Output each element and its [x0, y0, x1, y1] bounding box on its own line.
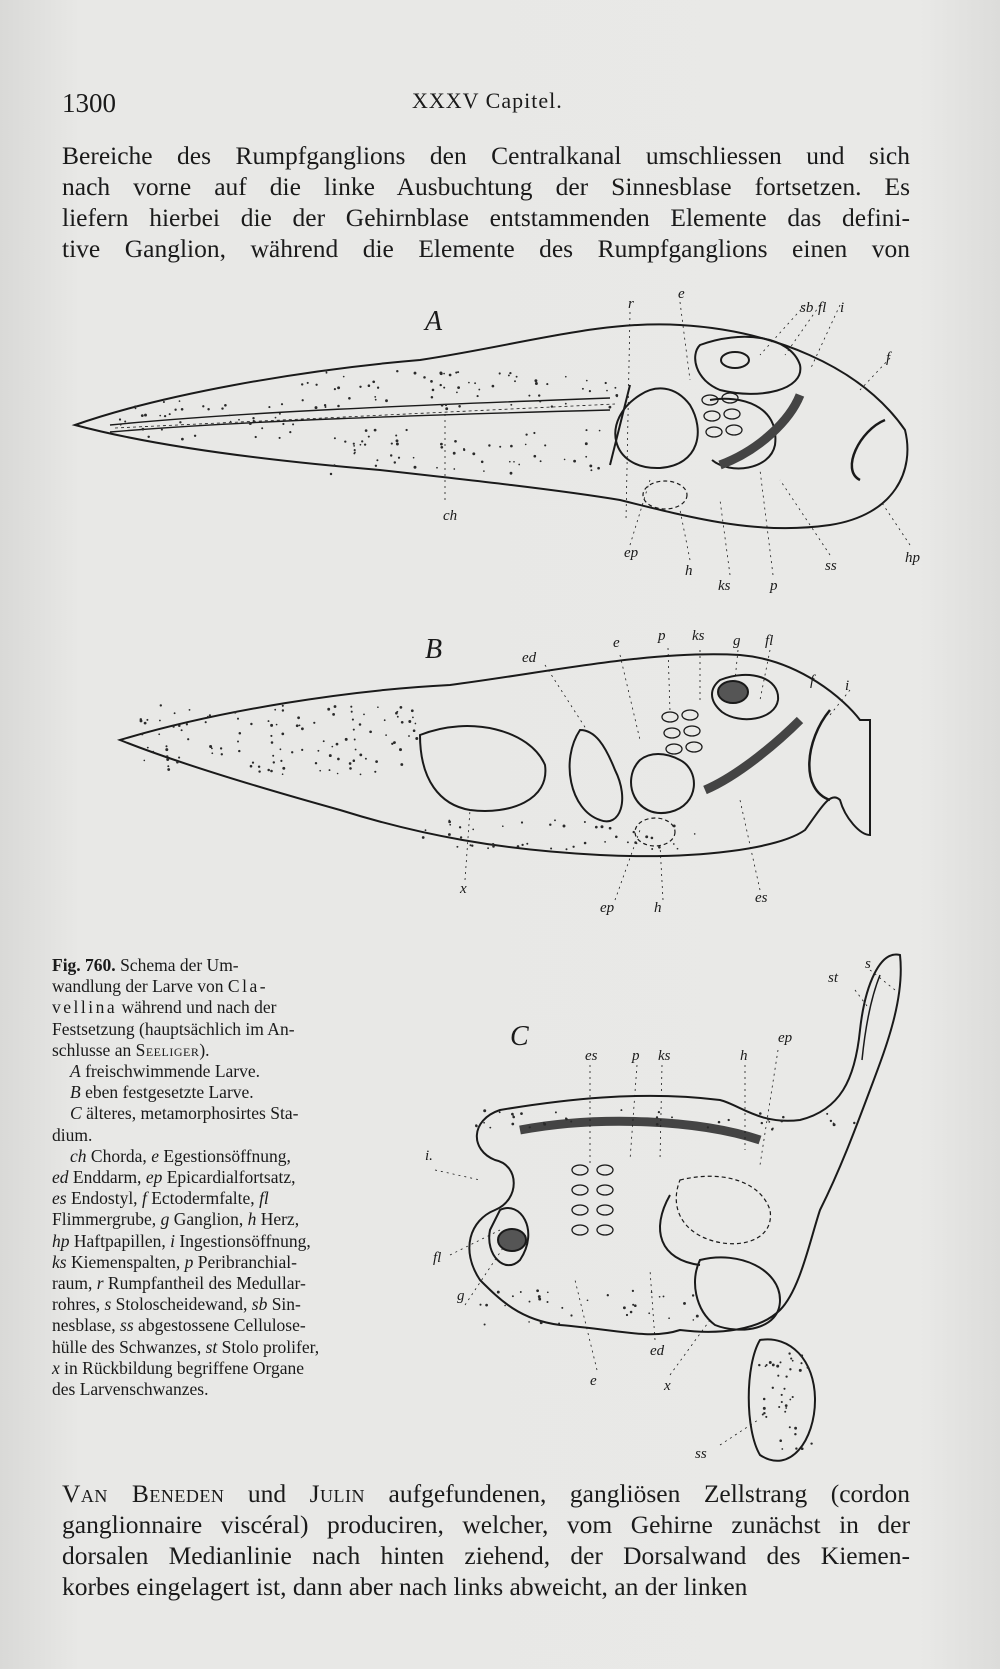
caption-line: x in Rückbildung begriffene Organe [52, 1357, 305, 1378]
text-line: ganglionnaire viscéral) produciren, welcher, vom Gehirne zunächst in der [62, 1510, 910, 1539]
caption-line: B eben festgesetzte Larve. [70, 1082, 254, 1103]
chapter-title: XXXV Capitel. [412, 88, 563, 113]
figure-label: fl [765, 633, 774, 649]
figure-label: st [828, 970, 839, 986]
figure-label: i. [425, 1148, 433, 1164]
panel-c-letter: C [510, 1021, 529, 1052]
caption-line: C älteres, metamorphosirtes Sta- [70, 1103, 299, 1124]
text-line: tive Ganglion, während die Elemente des Rumpfganglions einen von [62, 234, 910, 263]
figure-label: ep [778, 1030, 793, 1046]
text-line: Van Beneden und Julin aufgefundenen, gangliösen Zellstrang (cordon [62, 1479, 911, 1508]
figure-label: i [840, 300, 845, 316]
figure-label: h [740, 1048, 748, 1064]
figure-label: ch [443, 508, 458, 524]
figure-label: fl [433, 1250, 442, 1266]
figure-label: fl [818, 300, 827, 316]
figure-label: ed [650, 1343, 665, 1359]
figure-caption [52, 955, 397, 1400]
text-line: nach vorne auf die linke Ausbuchtung der Sinnesblase fortsetzen. Es [62, 172, 910, 201]
figure-label: es [755, 890, 768, 906]
panel-a-labels [443, 286, 921, 594]
figure-label: ss [825, 558, 837, 574]
caption-line: des Larvenschwanzes. [52, 1379, 209, 1400]
figure-label: g [457, 1288, 465, 1304]
figure-label: ed [522, 650, 537, 666]
figure-label: h [654, 900, 662, 916]
figure-label: hp [905, 550, 920, 566]
panel-b-drawing [120, 648, 870, 900]
text-line: liefern hierbei die der Gehirnblase entstammenden Elemente das defini- [62, 203, 910, 232]
caption-line: Flimmergrube, g Ganglion, h Herz, [52, 1209, 300, 1230]
figure-label: ks [658, 1048, 671, 1064]
text-line: korbes eingelagert ist, dann aber nach links abweicht, an der linken [62, 1572, 748, 1601]
page-number: 1300 [62, 88, 116, 118]
caption-line: Festsetzung (hauptsächlich im An- [52, 1018, 295, 1039]
caption-line: Fig. 760. Schema der Um- [52, 955, 239, 975]
figure-label: f [810, 673, 815, 689]
caption-line: dium. [52, 1124, 93, 1145]
panel-b-letter: B [425, 634, 443, 665]
figure-number: Fig. 760. [52, 955, 116, 975]
caption-line: nesblase, ss abgestossene Cellulose- [52, 1315, 306, 1336]
figure-label: p [658, 628, 666, 644]
caption-line: hülle des Schwanzes, st Stolo prolifer, [52, 1336, 320, 1357]
caption-line: es Endostyl, f Ectodermfalte, fl [52, 1188, 269, 1209]
figure-label: e [678, 286, 685, 302]
caption-line: schlusse an Seeliger). [52, 1039, 210, 1060]
caption-line: A freischwimmende Larve. [70, 1061, 261, 1082]
figure-label: h [685, 563, 693, 579]
figure-label: es [585, 1048, 598, 1064]
caption-line: ks Kiemenspalten, p Peribranchial- [52, 1251, 297, 1272]
panel-c-labels [425, 956, 871, 1462]
caption-line: vellina während und nach der [52, 997, 277, 1018]
figure-label: ep [624, 545, 639, 561]
text-line: Bereiche des Rumpfganglions den Centralkanal umschliessen und sich [62, 141, 910, 170]
figure-label: s [865, 956, 871, 972]
figure-label: x [460, 881, 467, 897]
figure-label: f [886, 350, 891, 366]
figure-label: p [632, 1048, 640, 1064]
caption-line: ed Enddarm, ep Epicardialfortsatz, [52, 1167, 296, 1188]
figure-label: x [664, 1378, 671, 1394]
figure-label: e [590, 1373, 597, 1389]
text-line: dorsalen Medianlinie nach hinten ziehend, der Dorsalwand des Kiemen- [62, 1541, 910, 1570]
panel-a-drawing [75, 302, 910, 575]
panel-a-letter: A [425, 306, 443, 337]
figure-label: ep [600, 900, 615, 916]
caption-line: raum, r Rumpfantheil des Medullar- [52, 1273, 306, 1294]
caption-line: ch Chorda, e Egestionsöffnung, [70, 1145, 291, 1166]
figure-label: ks [718, 578, 731, 594]
figure-label: p [770, 578, 778, 594]
caption-line: wandlung der Larve von Cla- [52, 976, 269, 997]
bottom-paragraph [62, 1478, 910, 1602]
figure-label: r [628, 296, 634, 312]
caption-line: hp Haftpapillen, i Ingestionsöffnung, [52, 1230, 311, 1251]
figure-label: ks [692, 628, 705, 644]
figure-label: e [613, 635, 620, 651]
panel-b-labels [459, 628, 849, 916]
figure-label: sb [800, 300, 814, 316]
figure-label: i [845, 678, 850, 694]
figure-label: ss [695, 1446, 707, 1462]
figure-label: g [733, 633, 741, 649]
caption-line: rohres, s Stoloscheidewand, sb Sin- [52, 1294, 301, 1315]
